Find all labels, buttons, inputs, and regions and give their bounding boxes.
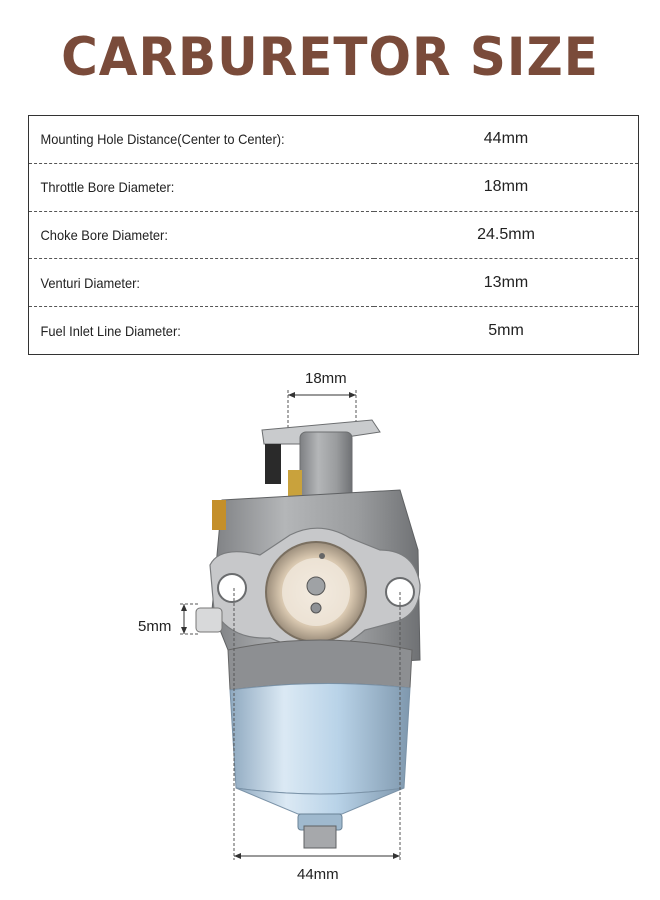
spec-table [28, 115, 639, 355]
table-row [29, 307, 639, 355]
throttle-lever [262, 420, 380, 502]
fuel-inlet-dimension-label: 5mm [138, 618, 172, 635]
float-bowl [230, 683, 410, 848]
spec-value: 18mm [374, 163, 639, 211]
spec-value: 44mm [374, 116, 639, 164]
throttle-dimension-label: 18mm [305, 370, 347, 387]
spec-value: 13mm [374, 259, 639, 307]
spec-label: Throttle Bore Diameter: [29, 163, 347, 211]
table-row [29, 116, 639, 164]
spec-label: Venturi Diameter: [29, 259, 347, 307]
table-row [29, 211, 639, 259]
spec-value: 24.5mm [374, 211, 639, 259]
spec-label: Mounting Hole Distance(Center to Center): [29, 116, 347, 164]
mounting-dimension-label: 44mm [297, 866, 339, 883]
spec-label: Fuel Inlet Line Diameter: [40, 322, 181, 339]
page-title: CARBURETOR SIZE [61, 26, 599, 88]
spec-label: Choke Bore Diameter: [29, 211, 347, 259]
table-row [29, 163, 639, 211]
spec-value: 5mm [488, 321, 524, 339]
carburetor-diagram [0, 360, 660, 860]
table-row [29, 259, 639, 307]
